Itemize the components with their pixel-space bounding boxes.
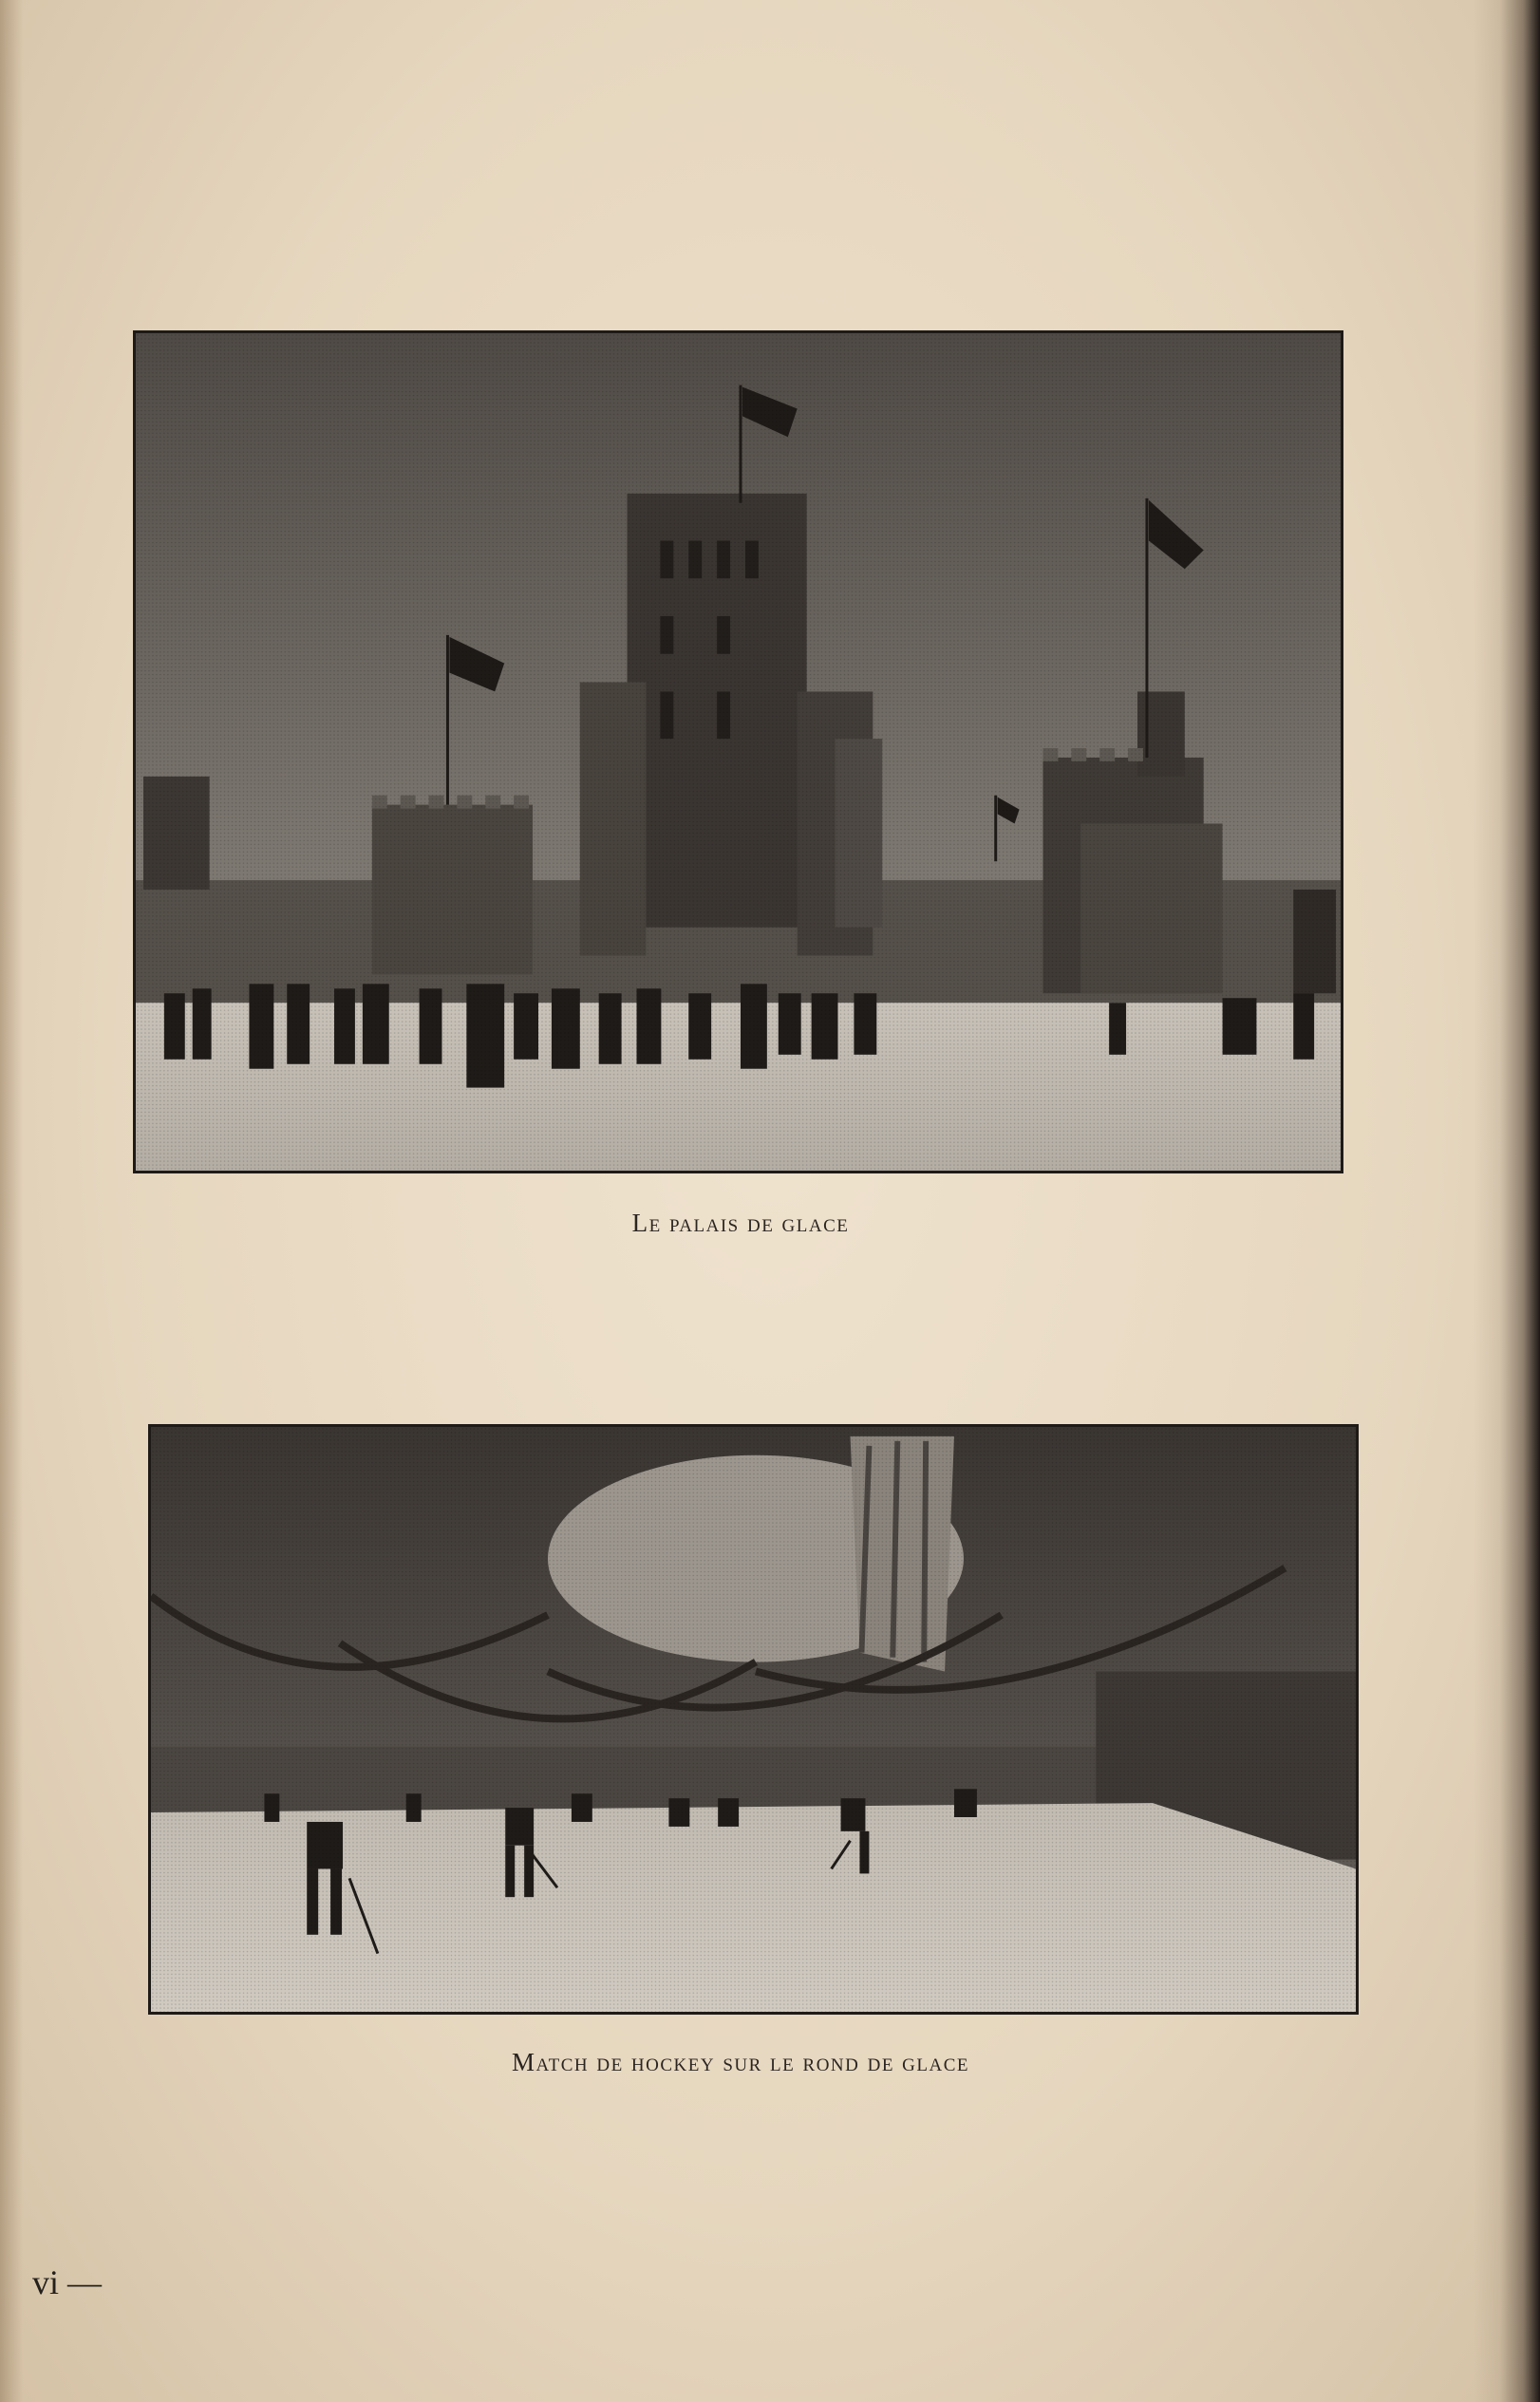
caption-hockey-match: Match de hockey sur le rond de glace	[511, 2048, 970, 2076]
book-spine-shadow	[1474, 0, 1540, 2402]
page-number: vi —	[32, 2263, 103, 2301]
page-left-edge	[0, 0, 23, 2402]
ice-palace-illustration	[136, 333, 1341, 1171]
photo-ice-palace	[133, 330, 1343, 1173]
photo-hockey-match	[148, 1424, 1359, 2015]
hockey-rink-illustration	[151, 1427, 1356, 2012]
caption-ice-palace: Le palais de glace	[631, 1209, 850, 1237]
